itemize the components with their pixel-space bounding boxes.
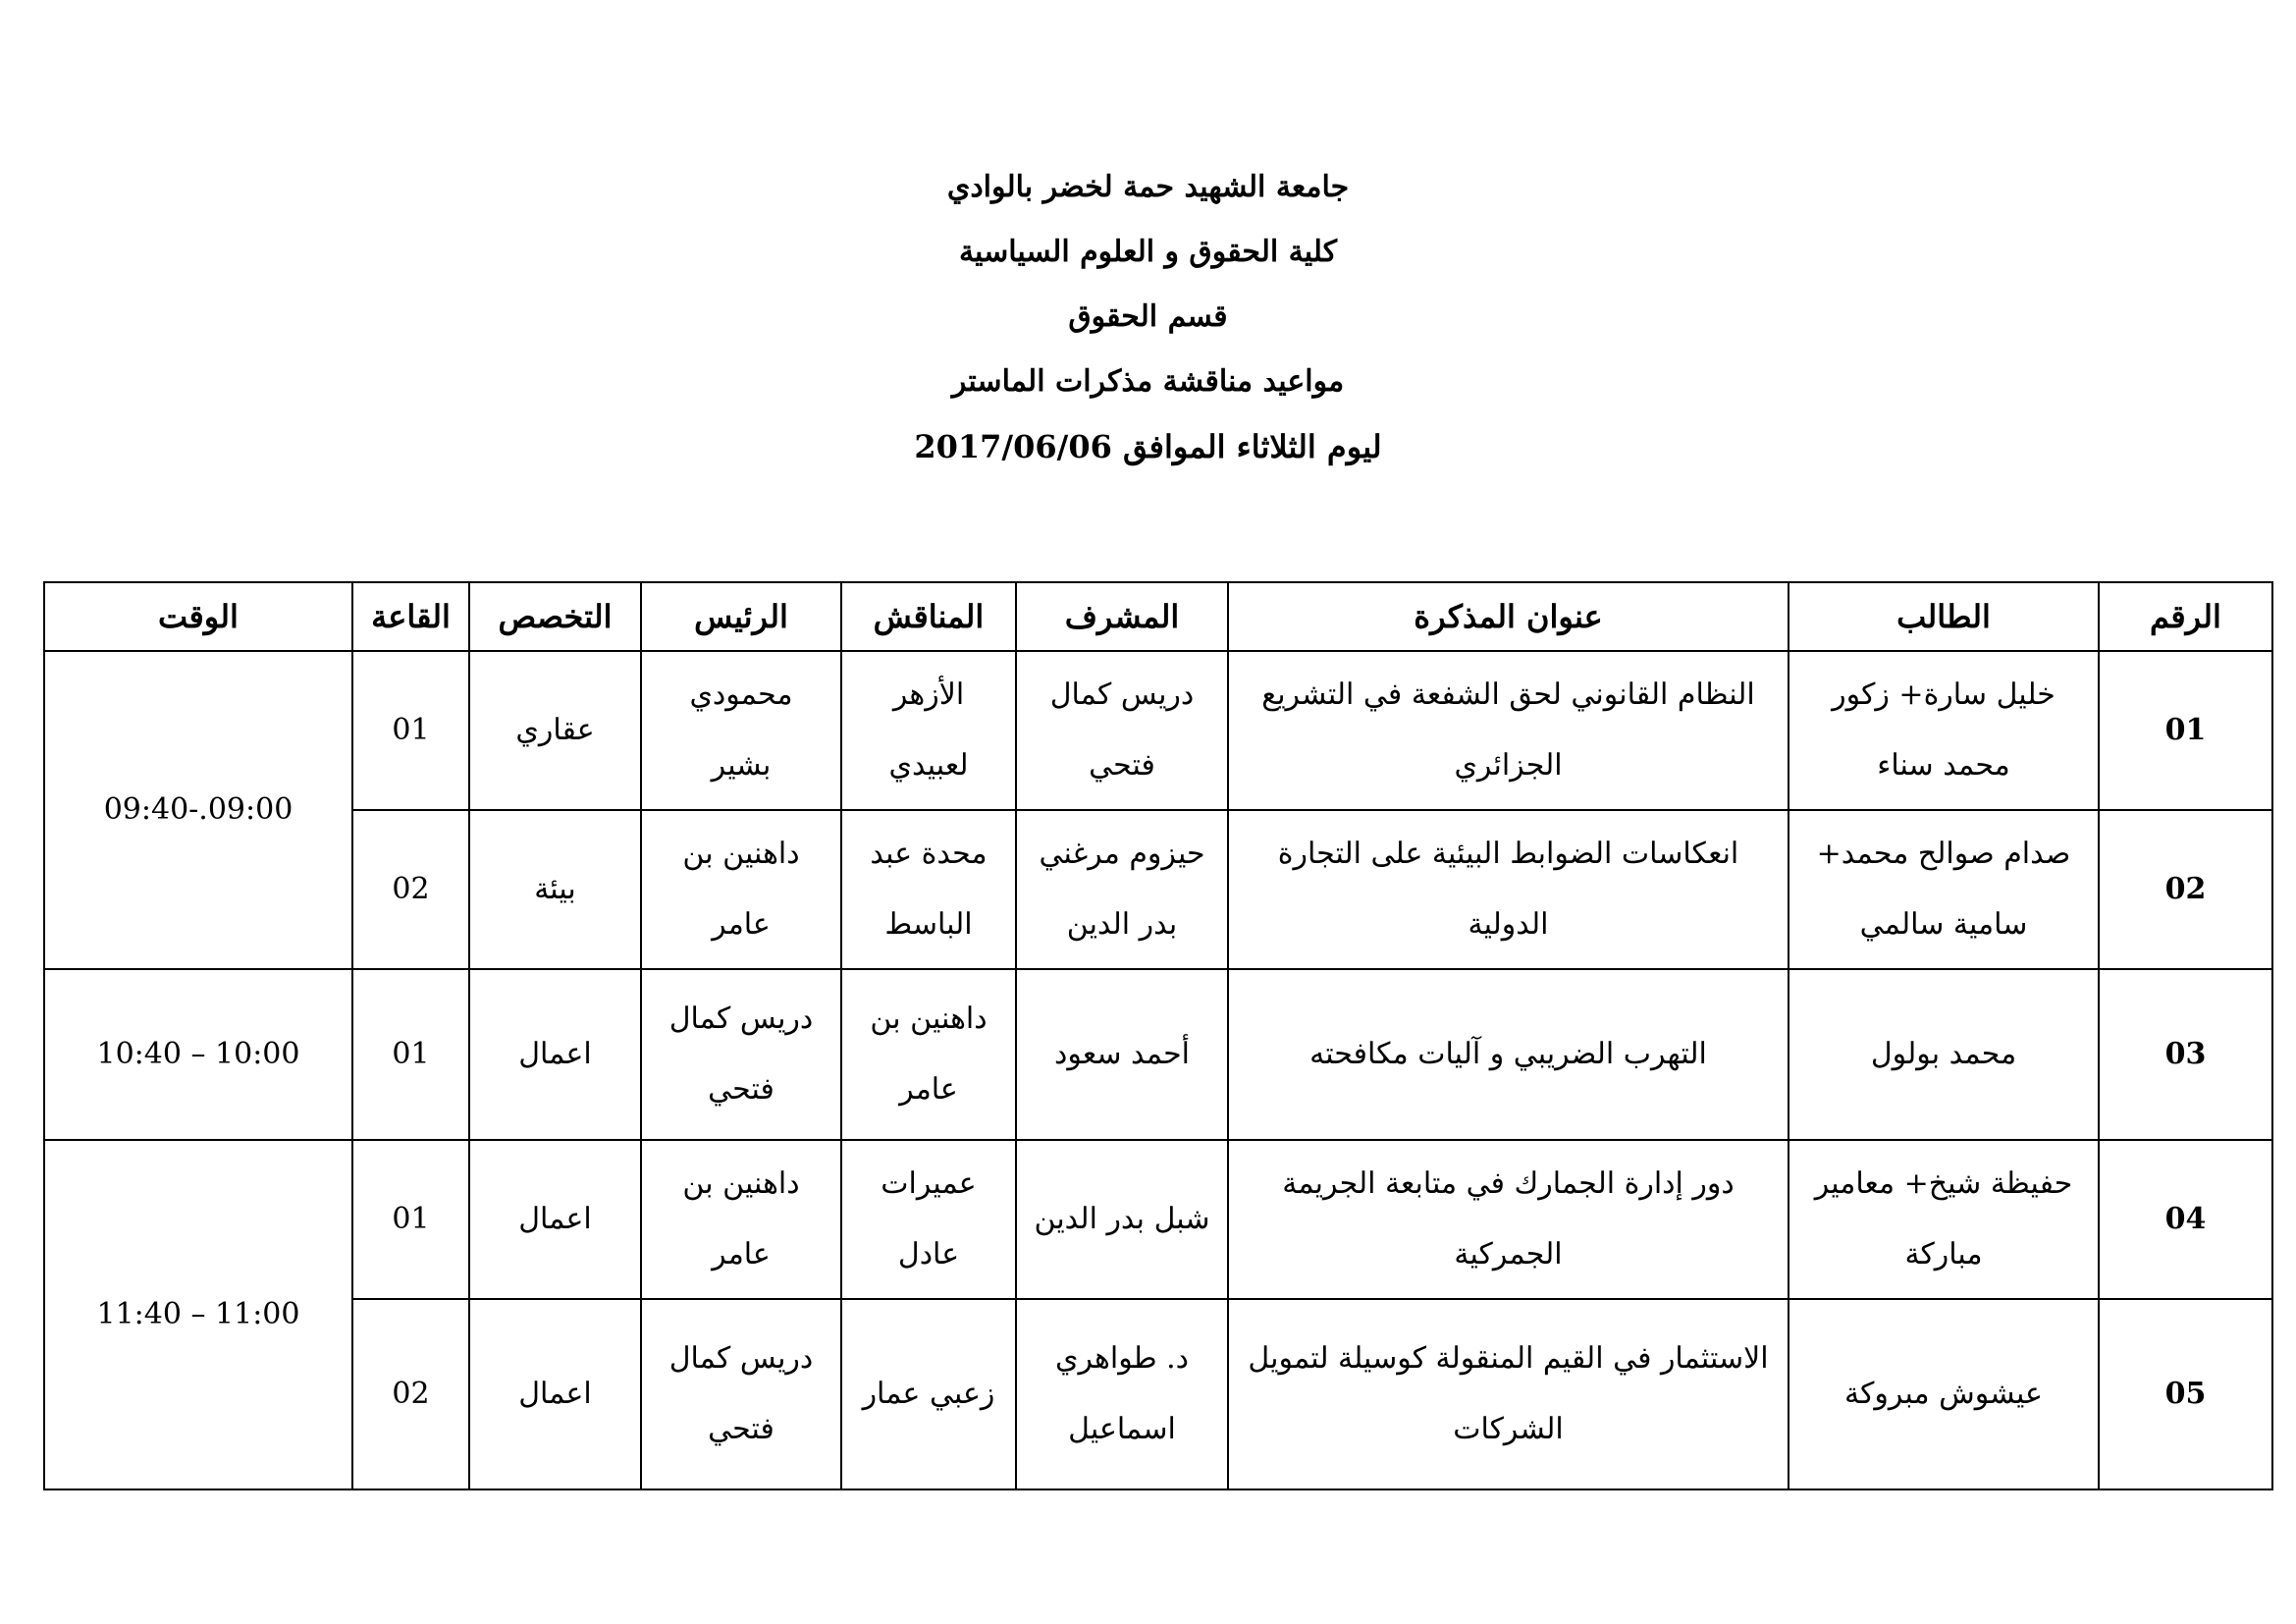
cell-supervisor: د. طواهري اسماعيل [1016, 1299, 1228, 1489]
cell-president: داهنين بن عامر [641, 1140, 841, 1299]
table-row [44, 1299, 2272, 1489]
cell-president: داهنين بن عامر [641, 810, 841, 969]
col-header-student: الطالب [1789, 582, 2099, 651]
document-header [0, 155, 2296, 479]
table-row [44, 1140, 2272, 1299]
col-header-number: الرقم [2099, 582, 2272, 651]
cell-student: خليل سارة+ زكور محمد سناء [1789, 651, 2099, 810]
cell-supervisor: دريس كمال فتحي [1016, 651, 1228, 810]
cell-specialty: اعمال [469, 1140, 641, 1299]
cell-number: 05 [2099, 1299, 2272, 1489]
department-name: قسم الحقوق [1068, 299, 1228, 334]
cell-title: التهرب الضريبي و آليات مكافحته [1228, 969, 1789, 1140]
cell-time: 09:40-.09:00 [44, 651, 352, 969]
cell-title: انعكاسات الضوابط البيئية على التجارة الدولية [1228, 810, 1789, 969]
cell-number: 01 [2099, 651, 2272, 810]
cell-president: دريس كمال فتحي [641, 969, 841, 1140]
cell-student: عيشوش مبروكة [1789, 1299, 2099, 1489]
cell-examiner: زعبي عمار [841, 1299, 1016, 1489]
document-date: ليوم الثلاثاء الموافق 2017/06/06 [914, 428, 1382, 465]
col-header-examiner: المناقش [841, 582, 1016, 651]
cell-number: 04 [2099, 1140, 2272, 1299]
col-header-room: القاعة [352, 582, 469, 651]
university-name: جامعة الشهيد حمة لخضر بالوادي [946, 170, 1350, 204]
cell-examiner: محدة عبد الباسط [841, 810, 1016, 969]
cell-specialty: اعمال [469, 969, 641, 1140]
cell-title: الاستثمار في القيم المنقولة كوسيلة لتمويل الشركات [1228, 1299, 1789, 1489]
cell-time: 11:40 – 11:00 [44, 1140, 352, 1489]
cell-specialty: اعمال [469, 1299, 641, 1489]
table-row [44, 969, 2272, 1140]
cell-room: 02 [352, 810, 469, 969]
cell-supervisor: حيزوم مرغني بدر الدين [1016, 810, 1228, 969]
col-header-specialty: التخصص [469, 582, 641, 651]
cell-supervisor: أحمد سعود [1016, 969, 1228, 1140]
cell-room: 01 [352, 969, 469, 1140]
cell-time: 10:40 – 10:00 [44, 969, 352, 1140]
col-header-time: الوقت [44, 582, 352, 651]
cell-student: حفيظة شيخ+ معامير مباركة [1789, 1140, 2099, 1299]
table-row [44, 810, 2272, 969]
defense-schedule-table [43, 581, 2273, 1490]
cell-number: 03 [2099, 969, 2272, 1140]
cell-specialty: بيئة [469, 810, 641, 969]
cell-room: 02 [352, 1299, 469, 1489]
cell-specialty: عقاري [469, 651, 641, 810]
cell-president: محمودي بشير [641, 651, 841, 810]
col-header-president: الرئيس [641, 582, 841, 651]
table-row [44, 651, 2272, 810]
cell-room: 01 [352, 651, 469, 810]
cell-room: 01 [352, 1140, 469, 1299]
cell-title: دور إدارة الجمارك في متابعة الجريمة الجمركية [1228, 1140, 1789, 1299]
cell-examiner: الأزهر لعبيدي [841, 651, 1016, 810]
document-title: مواعيد مناقشة مذكرات الماستر [951, 364, 1345, 399]
faculty-name: كلية الحقوق و العلوم السياسية [958, 235, 1338, 269]
cell-examiner: عميرات عادل [841, 1140, 1016, 1299]
cell-supervisor: شبل بدر الدين [1016, 1140, 1228, 1299]
cell-examiner: داهنين بن عامر [841, 969, 1016, 1140]
table-header-row [44, 582, 2272, 651]
cell-number: 02 [2099, 810, 2272, 969]
cell-president: دريس كمال فتحي [641, 1299, 841, 1489]
cell-student: محمد بولول [1789, 969, 2099, 1140]
col-header-title: عنوان المذكرة [1228, 582, 1789, 651]
cell-title: النظام القانوني لحق الشفعة في التشريع الجزائري [1228, 651, 1789, 810]
cell-student: صدام صوالح محمد+ سامية سالمي [1789, 810, 2099, 969]
col-header-supervisor: المشرف [1016, 582, 1228, 651]
